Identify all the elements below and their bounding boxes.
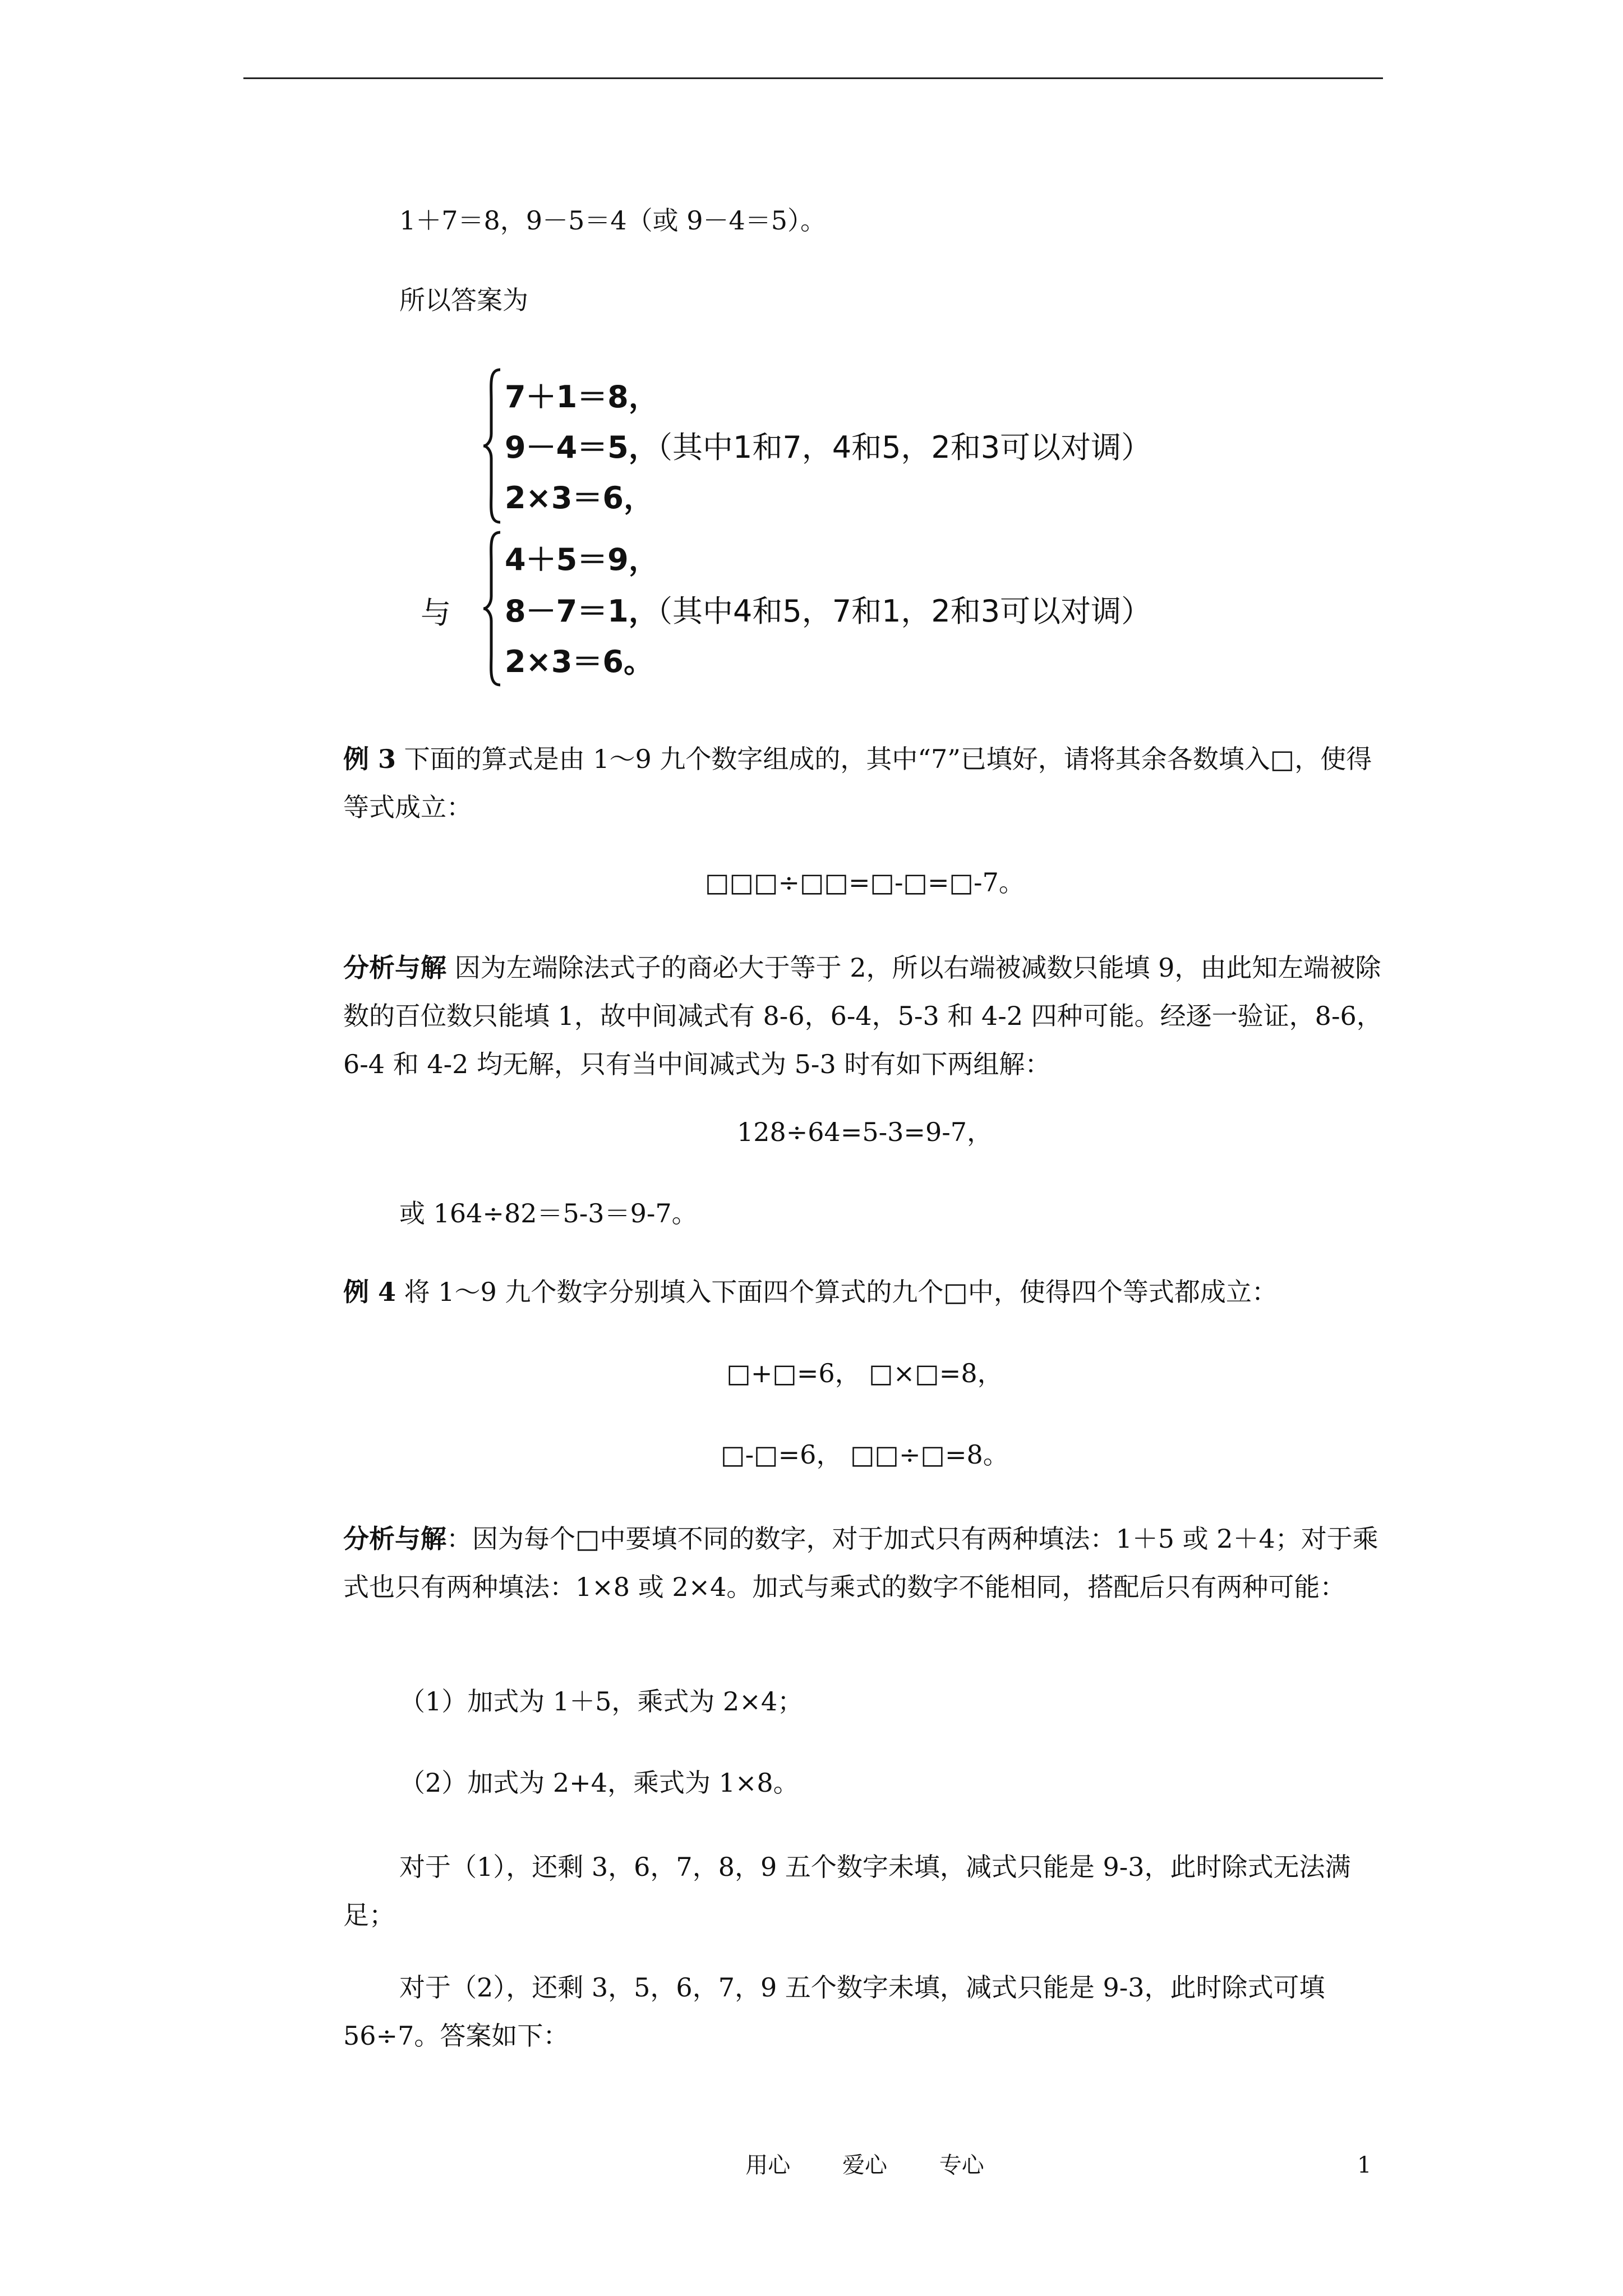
equation-note: （其中1和7，4和5，2和3可以对调） — [642, 430, 1152, 465]
formula-line: □-□=6， □□÷□=8。 — [721, 1439, 1009, 1470]
analysis-label: 分析与解 — [343, 953, 446, 983]
left-brace-top — [481, 367, 504, 524]
example-label: 例 3 — [343, 744, 396, 774]
answer-figure — [415, 367, 1200, 693]
example-text: 下面的算式是由 1～9 九个数字组成的，其中“7”已填好，请将其余各数填入□，使得等式成立： — [343, 744, 1372, 822]
text-line: 1＋7＝8，9－5＝4（或 9－4＝5）。 — [399, 205, 827, 236]
page-number: 1 — [1357, 2152, 1372, 2178]
analysis-4-paragraph — [343, 1515, 1386, 1611]
equation: 8－7＝1， — [505, 593, 659, 629]
analysis-label: 分析与解 — [343, 1524, 446, 1554]
formula-line: □+□=6， □×□=8， — [726, 1358, 1003, 1388]
footer-item: 用心 — [745, 2152, 791, 2178]
paragraph: 对于（2），还剩 3，5，6，7，9 五个数字未填，减式只能是 9-3，此时除式可填 56÷7。答案如下： — [343, 1972, 1325, 2051]
equation: 4＋5＝9， — [505, 542, 659, 577]
page-footer — [343, 2148, 1386, 2182]
paragraph: 对于（1），还剩 3，6，7，8，9 五个数字未填，减式只能是 9-3，此时除式无法满足； — [343, 1852, 1351, 1930]
example-3-paragraph — [343, 735, 1386, 831]
example-label: 例 4 — [343, 1277, 396, 1307]
equation: 9－4＝5， — [505, 430, 659, 465]
solution-line: 128÷64=5-3=9-7， — [736, 1117, 993, 1147]
left-brace-bottom — [481, 530, 504, 687]
footer-item: 爱心 — [842, 2152, 887, 2178]
footer-item: 专心 — [939, 2152, 984, 2178]
header-rule — [243, 77, 1383, 79]
equation: 7＋1＝8， — [505, 379, 659, 415]
case-line: （1）加式为 1＋5，乘式为 2×4； — [399, 1686, 804, 1717]
text-line: 所以答案为 — [399, 285, 528, 315]
case-line: （2）加式为 2+4，乘式为 1×8。 — [399, 1768, 799, 1798]
analysis-3-paragraph — [343, 944, 1386, 1088]
analysis-text: ：因为每个□中要填不同的数字，对于加式只有两种填法：1＋5 或 2＋4；对于乘式也只有两种填法：1×8 或 2×4。加式与乘式的数字不能相同，搭配后只有两种可能： — [343, 1524, 1378, 1602]
formula-line: □□□÷□□=□-□=□-7。 — [705, 867, 1025, 898]
connector-text: 与 — [421, 595, 451, 631]
equation: 2×3＝6， — [505, 480, 654, 516]
equation: 2×3＝6。 — [505, 644, 654, 679]
example-4-paragraph — [343, 1271, 1386, 1313]
solution-line: 或 164÷82＝5-3＝9-7。 — [399, 1198, 698, 1228]
example-text: 将 1～9 九个数字分别填入下面四个算式的九个□中，使得四个等式都成立： — [396, 1277, 1278, 1307]
analysis-text: 因为左端除法式子的商必大于等于 2，所以右端被减数只能填 9，由此知左端被除数的百位数只能填 1，故中间减式有 8-6，6-4，5-3 和 4-2 四种可能。经逐一验证，8-6，6-4 和 4-2 均无解，只有当中间减式为 5-3 时有如下两组解： — [343, 953, 1382, 1079]
equation-note: （其中4和5，7和1，2和3可以对调） — [642, 593, 1152, 629]
